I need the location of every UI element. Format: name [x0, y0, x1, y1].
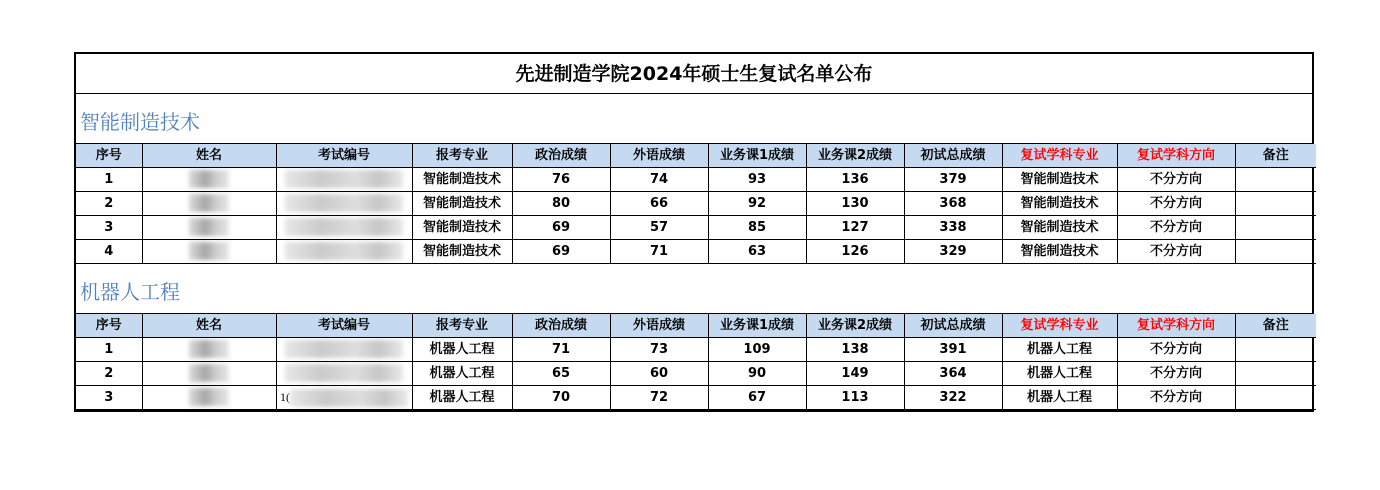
note-cell: [1235, 338, 1316, 362]
header-cell: 报考专业: [412, 314, 512, 338]
course1-score-cell: 90: [708, 362, 806, 386]
course1-score-cell: 109: [708, 338, 806, 362]
header-cell: 外语成绩: [610, 144, 708, 168]
header-cell: 姓名: [142, 314, 276, 338]
header-cell-highlight: 复试学科方向: [1117, 144, 1235, 168]
header-cell: 考试编号: [276, 144, 412, 168]
header-cell: 业务课2成绩: [806, 314, 904, 338]
retest-major-cell: 机器人工程: [1002, 338, 1117, 362]
course2-score-cell: 130: [806, 192, 904, 216]
retest-major-cell: 机器人工程: [1002, 386, 1117, 410]
header-cell: 初试总成绩: [904, 144, 1002, 168]
note-cell: [1235, 216, 1316, 240]
foreign-language-score-cell: 66: [610, 192, 708, 216]
header-cell: 业务课1成绩: [708, 144, 806, 168]
exam-id-visible-prefix: 1(: [280, 390, 290, 404]
retest-direction-cell: 不分方向: [1117, 240, 1235, 264]
foreign-language-score-cell: 73: [610, 338, 708, 362]
foreign-language-score-cell: 71: [610, 240, 708, 264]
redacted-name-blur: [189, 194, 229, 212]
politics-score-cell: 70: [512, 386, 610, 410]
total-score-cell: 368: [904, 192, 1002, 216]
total-score-cell: 322: [904, 386, 1002, 410]
score-table-robotics-engineering: [76, 314, 1316, 410]
retest-direction-cell: 不分方向: [1117, 192, 1235, 216]
redacted-name-blur: [189, 340, 229, 358]
retest-direction-cell: 不分方向: [1117, 338, 1235, 362]
exam-id-cell: [276, 386, 412, 410]
politics-score-cell: 76: [512, 168, 610, 192]
exam-id-cell: [276, 168, 412, 192]
retest-major-cell: 智能制造技术: [1002, 240, 1117, 264]
table-row: [76, 216, 1316, 240]
header-cell-highlight: 复试学科方向: [1117, 314, 1235, 338]
total-score-cell: 379: [904, 168, 1002, 192]
redacted-exam-id-blur: [285, 170, 403, 188]
course1-score-cell: 67: [708, 386, 806, 410]
retest-direction-cell: 不分方向: [1117, 362, 1235, 386]
header-cell: 业务课2成绩: [806, 144, 904, 168]
redacted-exam-id-blur: [285, 242, 403, 260]
table-row: [76, 338, 1316, 362]
header-cell: 姓名: [142, 144, 276, 168]
retest-major-cell: 机器人工程: [1002, 362, 1117, 386]
redacted-name-blur: [189, 170, 229, 188]
header-cell: 政治成绩: [512, 144, 610, 168]
exam-id-cell: [276, 192, 412, 216]
header-cell-highlight: 复试学科专业: [1002, 144, 1117, 168]
table-row: [76, 362, 1316, 386]
redacted-exam-id-blur: [285, 364, 403, 382]
retest-major-cell: 智能制造技术: [1002, 192, 1117, 216]
header-cell: 初试总成绩: [904, 314, 1002, 338]
header-cell: 报考专业: [412, 144, 512, 168]
exam-id-cell: [276, 338, 412, 362]
header-cell: 备注: [1235, 144, 1316, 168]
score-sheet: [74, 52, 1314, 412]
name-cell: [142, 362, 276, 386]
note-cell: [1235, 192, 1316, 216]
course1-score-cell: 93: [708, 168, 806, 192]
header-cell: 外语成绩: [610, 314, 708, 338]
total-score-cell: 364: [904, 362, 1002, 386]
name-cell: [142, 216, 276, 240]
retest-direction-cell: 不分方向: [1117, 386, 1235, 410]
header-cell: 序号: [76, 314, 142, 338]
redacted-exam-id-blur: [285, 340, 403, 358]
name-cell: [142, 192, 276, 216]
header-cell: 政治成绩: [512, 314, 610, 338]
exam-id-cell: [276, 362, 412, 386]
serial-number-cell: 1: [76, 168, 142, 192]
header-cell: 业务课1成绩: [708, 314, 806, 338]
course2-score-cell: 136: [806, 168, 904, 192]
serial-number-cell: 4: [76, 240, 142, 264]
applied-major-cell: 智能制造技术: [412, 240, 512, 264]
serial-number-cell: 2: [76, 192, 142, 216]
course2-score-cell: 138: [806, 338, 904, 362]
course1-score-cell: 85: [708, 216, 806, 240]
exam-id-cell: [276, 216, 412, 240]
serial-number-cell: 3: [76, 216, 142, 240]
course2-score-cell: 126: [806, 240, 904, 264]
applied-major-cell: 机器人工程: [412, 386, 512, 410]
retest-major-cell: 智能制造技术: [1002, 168, 1117, 192]
document-title: 先进制造学院2024年硕士生复试名单公布: [76, 54, 1312, 94]
name-cell: [142, 240, 276, 264]
redacted-name-blur: [189, 388, 229, 406]
note-cell: [1235, 386, 1316, 410]
course1-score-cell: 92: [708, 192, 806, 216]
note-cell: [1235, 168, 1316, 192]
header-cell: 序号: [76, 144, 142, 168]
applied-major-cell: 智能制造技术: [412, 168, 512, 192]
applied-major-cell: 机器人工程: [412, 362, 512, 386]
redacted-name-blur: [189, 218, 229, 236]
applied-major-cell: 智能制造技术: [412, 192, 512, 216]
table-header-row: [76, 144, 1316, 168]
serial-number-cell: 2: [76, 362, 142, 386]
name-cell: [142, 168, 276, 192]
politics-score-cell: 69: [512, 240, 610, 264]
total-score-cell: 329: [904, 240, 1002, 264]
section-title-intelligent-manufacturing: 智能制造技术: [76, 94, 1312, 144]
course2-score-cell: 127: [806, 216, 904, 240]
applied-major-cell: 智能制造技术: [412, 216, 512, 240]
header-cell: 备注: [1235, 314, 1316, 338]
section-rows: [76, 168, 1316, 264]
foreign-language-score-cell: 72: [610, 386, 708, 410]
redacted-exam-id-blur: [290, 389, 408, 407]
serial-number-cell: 3: [76, 386, 142, 410]
score-table-intelligent-manufacturing: [76, 144, 1316, 264]
table-row: [76, 386, 1316, 410]
redacted-name-blur: [189, 364, 229, 382]
course2-score-cell: 113: [806, 386, 904, 410]
total-score-cell: 391: [904, 338, 1002, 362]
redacted-name-blur: [189, 242, 229, 260]
header-cell: 考试编号: [276, 314, 412, 338]
section-title-robotics-engineering: 机器人工程: [76, 264, 1312, 314]
redacted-exam-id-blur: [285, 218, 403, 236]
name-cell: [142, 386, 276, 410]
foreign-language-score-cell: 57: [610, 216, 708, 240]
retest-direction-cell: 不分方向: [1117, 216, 1235, 240]
name-cell: [142, 338, 276, 362]
table-row: [76, 240, 1316, 264]
foreign-language-score-cell: 60: [610, 362, 708, 386]
table-header-row: [76, 314, 1316, 338]
applied-major-cell: 机器人工程: [412, 338, 512, 362]
politics-score-cell: 65: [512, 362, 610, 386]
section-rows: [76, 338, 1316, 410]
retest-direction-cell: 不分方向: [1117, 168, 1235, 192]
total-score-cell: 338: [904, 216, 1002, 240]
exam-id-cell: [276, 240, 412, 264]
course2-score-cell: 149: [806, 362, 904, 386]
retest-major-cell: 智能制造技术: [1002, 216, 1117, 240]
redacted-exam-id-blur: [285, 194, 403, 212]
serial-number-cell: 1: [76, 338, 142, 362]
politics-score-cell: 80: [512, 192, 610, 216]
politics-score-cell: 69: [512, 216, 610, 240]
course1-score-cell: 63: [708, 240, 806, 264]
header-cell-highlight: 复试学科专业: [1002, 314, 1117, 338]
table-row: [76, 192, 1316, 216]
foreign-language-score-cell: 74: [610, 168, 708, 192]
politics-score-cell: 71: [512, 338, 610, 362]
table-row: [76, 168, 1316, 192]
note-cell: [1235, 240, 1316, 264]
note-cell: [1235, 362, 1316, 386]
